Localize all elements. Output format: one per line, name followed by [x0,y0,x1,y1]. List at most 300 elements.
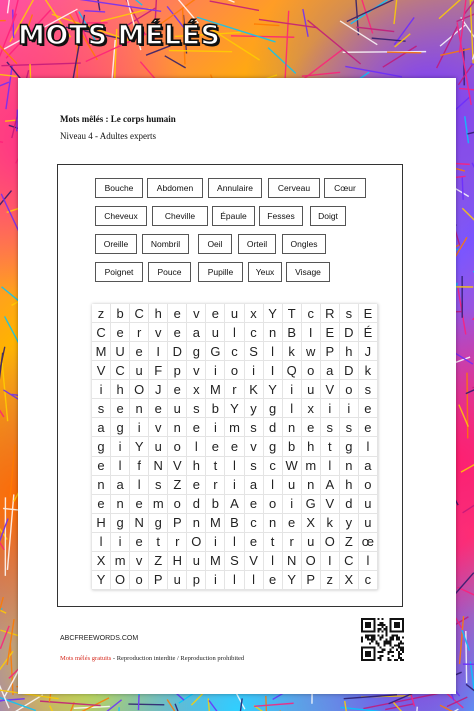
brand-title: MOTS MÉLÉS [18,20,221,51]
grid-cell: J [149,380,168,399]
grid-cell: l [264,552,283,571]
grid-cell: y [340,514,359,533]
word-oreille: Oreille [95,234,137,254]
grid-cell: e [92,457,111,476]
scribble-stroke [10,643,13,695]
grid-cell: l [130,476,149,495]
grid-cell: I [321,552,340,571]
grid-cell: I [302,323,321,342]
grid-cell: r [206,476,225,495]
grid-cell: i [111,437,130,456]
grid-cell: l [225,533,244,552]
grid-cell: C [340,552,359,571]
grid-cell: s [340,418,359,437]
grid-cell: k [321,514,340,533]
grid-cell: E [359,304,378,323]
grid-cell: F [149,361,168,380]
grid-cell: D [340,361,359,380]
grid-cell: b [283,437,302,456]
grid-cell: g [264,399,283,418]
grid-cell: M [206,552,225,571]
grid-cell: n [187,514,206,533]
grid-cell: K [245,380,264,399]
grid-cell: Z [149,552,168,571]
grid-cell: a [321,361,340,380]
grid-cell: e [245,495,264,514]
grid-cell: M [92,342,111,361]
grid-cell: t [149,533,168,552]
grid-cell: P [168,514,187,533]
scribble-stroke [394,0,401,24]
grid-cell: f [130,457,149,476]
grid-cell: O [111,571,130,590]
grid-cell: d [340,495,359,514]
grid-cell: b [206,399,225,418]
copyright-notice: - Reproduction interdite / Reproduction prohibited [111,655,245,662]
grid-cell: s [359,380,378,399]
grid-cell: E [321,323,340,342]
grid-cell: S [245,342,264,361]
grid-cell: l [245,571,264,590]
grid-cell: g [111,514,130,533]
grid-cell: l [283,399,302,418]
grid-cell: T [283,304,302,323]
word-visage: Visage [286,262,330,282]
scribble-stroke [341,707,415,711]
puzzle-title: Mots mêlés : Le corps humain [60,114,176,124]
grid-cell: u [359,514,378,533]
scribble-stroke [167,699,213,711]
grid-cell: e [168,304,187,323]
grid-cell: e [225,437,244,456]
grid-cell: G [206,342,225,361]
grid-cell: V [321,495,340,514]
scribble-stroke [467,126,474,134]
grid-cell: l [264,342,283,361]
scribble-stroke [459,88,474,95]
grid-cell: N [130,514,149,533]
grid-cell: x [245,304,264,323]
scribble-stroke [0,626,9,649]
grid-cell: U [111,342,130,361]
grid-cell: e [187,476,206,495]
grid-cell: u [206,323,225,342]
grid-cell: W [283,457,302,476]
scribble-stroke [460,616,464,664]
grid-cell: v [149,323,168,342]
grid-cell: o [225,361,244,380]
grid-cell: u [359,495,378,514]
grid-cell: y [245,399,264,418]
grid-cell: g [92,437,111,456]
grid-cell: X [92,552,111,571]
scribble-stroke [345,66,402,76]
grid-cell: c [225,342,244,361]
scribble-stroke [462,176,463,200]
grid-cell: n [264,514,283,533]
word-oeil: Oeil [198,234,232,254]
scribble-stroke [50,706,61,711]
grid-cell: o [168,437,187,456]
grid-cell: c [264,457,283,476]
grid-cell: h [340,342,359,361]
grid-cell: u [168,571,187,590]
grid-cell: J [359,342,378,361]
grid-cell: e [283,514,302,533]
grid-cell: R [321,304,340,323]
grid-cell: i [206,361,225,380]
grid-cell: X [302,514,321,533]
scribble-stroke [0,191,12,211]
worksheet-page [18,78,456,694]
grid-cell: a [187,323,206,342]
grid-cell: n [340,457,359,476]
grid-cell: É [359,323,378,342]
grid-cell: n [92,476,111,495]
grid-cell: i [206,418,225,437]
grid-cell: G [302,495,321,514]
scribble-stroke [1,63,80,66]
grid-cell: s [321,418,340,437]
grid-cell: o [264,495,283,514]
grid-cell: b [111,304,130,323]
scribble-stroke [457,587,474,608]
grid-cell: l [359,552,378,571]
grid-cell: e [206,304,225,323]
free-puzzles-link[interactable]: Mots mêlés gratuits [60,655,112,662]
letter-grid [92,304,378,590]
scribble-stroke [466,631,467,683]
scribble-stroke [285,11,289,79]
scribble-stroke [457,22,471,105]
grid-cell: m [149,495,168,514]
grid-cell: s [340,304,359,323]
grid-cell: m [225,418,244,437]
grid-cell: O [130,380,149,399]
grid-cell: I [264,361,283,380]
scribble-stroke [128,704,164,705]
grid-cell: i [111,533,130,552]
grid-cell: t [206,457,225,476]
grid-cell: u [225,304,244,323]
scribble-stroke [345,701,352,711]
word-yeux: Yeux [248,262,282,282]
grid-cell: N [149,457,168,476]
grid-cell: e [111,323,130,342]
grid-cell: n [283,418,302,437]
scribble-stroke [10,444,15,497]
grid-cell: i [321,399,340,418]
grid-cell: i [92,380,111,399]
word-cheveux: Cheveux [95,206,147,226]
grid-cell: d [264,418,283,437]
word-fesses: Fesses [259,206,303,226]
grid-cell: u [283,476,302,495]
grid-cell: a [359,457,378,476]
grid-cell: I [149,342,168,361]
word-pouce: Pouce [148,262,191,282]
difficulty-level: Niveau 4 - Adultes experts [60,131,156,141]
grid-cell: e [130,342,149,361]
grid-cell: m [302,457,321,476]
grid-cell: M [206,380,225,399]
grid-cell: M [206,514,225,533]
grid-cell: v [187,361,206,380]
grid-cell: u [187,552,206,571]
scribble-stroke [165,56,186,68]
grid-cell: g [264,437,283,456]
grid-cell: h [187,457,206,476]
grid-cell: s [245,457,264,476]
grid-cell: D [168,342,187,361]
scribble-stroke [465,116,469,143]
scribble-stroke [209,700,236,711]
word-abdomen: Abdomen [147,178,203,198]
grid-cell: x [302,399,321,418]
grid-cell: D [340,323,359,342]
scribble-stroke [372,38,406,41]
grid-cell: A [321,476,340,495]
scribble-stroke [36,698,109,711]
grid-cell: h [302,437,321,456]
scribble-stroke [447,697,467,706]
grid-cell: b [206,495,225,514]
word-poignet: Poignet [95,262,143,282]
word-pupille: Pupille [198,262,243,282]
grid-cell: p [168,361,187,380]
grid-cell: N [283,552,302,571]
scribble-stroke [84,11,105,12]
word-annulaire: Annulaire [208,178,262,198]
scribble-stroke [356,27,394,31]
grid-cell: p [187,571,206,590]
grid-cell: c [245,514,264,533]
grid-cell: g [149,514,168,533]
scribble-stroke [175,704,200,711]
grid-cell: e [130,495,149,514]
scribble-stroke [74,0,161,11]
grid-cell: i [283,380,302,399]
grid-cell: S [225,552,244,571]
grid-cell: n [111,495,130,514]
grid-cell: i [340,399,359,418]
qr-code-icon [361,618,404,661]
grid-cell: P [321,342,340,361]
grid-cell: n [130,399,149,418]
grid-cell: e [359,418,378,437]
word-orteil: Orteil [238,234,276,254]
grid-cell: h [340,476,359,495]
scribble-stroke [0,700,4,711]
scribble-stroke [461,459,474,472]
scribble-stroke [6,65,12,109]
grid-cell: u [302,533,321,552]
grid-cell: Z [168,476,187,495]
scribble-stroke [340,21,377,45]
grid-cell: B [225,514,244,533]
grid-cell: e [359,399,378,418]
grid-cell: V [168,457,187,476]
word-épaule: Épaule [212,206,255,226]
grid-cell: n [264,323,283,342]
word-bouche: Bouche [95,178,143,198]
grid-cell: o [340,380,359,399]
grid-cell: O [321,533,340,552]
grid-cell: e [149,399,168,418]
grid-cell: g [340,437,359,456]
grid-cell: c [245,323,264,342]
grid-cell: u [302,380,321,399]
word-ongles: Ongles [282,234,326,254]
grid-cell: r [130,323,149,342]
grid-cell: Z [340,533,359,552]
grid-cell: l [111,457,130,476]
grid-cell: P [149,571,168,590]
grid-cell: B [283,323,302,342]
grid-cell: x [187,380,206,399]
grid-cell: l [187,437,206,456]
grid-cell: C [111,361,130,380]
grid-cell: i [245,361,264,380]
grid-cell: o [168,495,187,514]
grid-cell: k [283,342,302,361]
grid-cell: s [187,399,206,418]
grid-cell: u [149,437,168,456]
grid-cell: l [225,457,244,476]
grid-cell: s [149,476,168,495]
grid-cell: n [302,476,321,495]
grid-cell: o [359,476,378,495]
grid-cell: g [111,418,130,437]
footer-note [60,655,244,662]
scribble-stroke [463,482,474,513]
grid-cell: l [225,323,244,342]
grid-cell: o [302,361,321,380]
grid-cell: O [302,552,321,571]
grid-cell: h [149,304,168,323]
grid-cell: l [92,533,111,552]
grid-cell: m [111,552,130,571]
grid-cell: e [302,418,321,437]
grid-cell: r [168,533,187,552]
grid-cell: œ [359,533,378,552]
scribble-stroke [383,46,417,67]
grid-cell: Y [264,304,283,323]
grid-cell: z [321,571,340,590]
grid-cell: z [92,304,111,323]
grid-cell: Y [130,437,149,456]
word-cœur: Cœur [324,178,366,198]
scribble-stroke [470,662,474,703]
scribble-stroke [0,135,3,142]
grid-cell: s [245,418,264,437]
grid-cell: r [225,380,244,399]
grid-cell: k [359,361,378,380]
grid-cell: P [302,571,321,590]
grid-cell: t [264,533,283,552]
grid-cell: u [168,399,187,418]
scribble-stroke [231,36,294,37]
grid-cell: u [130,361,149,380]
grid-cell: s [92,399,111,418]
word-cheville: Cheville [152,206,208,226]
grid-cell: A [225,495,244,514]
grid-cell: e [264,571,283,590]
grid-cell: e [206,437,225,456]
scribble-stroke [1,354,7,421]
grid-cell: l [359,437,378,456]
word-cerveau: Cerveau [268,178,320,198]
grid-cell: e [168,323,187,342]
grid-cell: H [168,552,187,571]
grid-cell: a [92,418,111,437]
grid-cell: i [206,571,225,590]
grid-cell: w [302,342,321,361]
scribble-stroke [412,707,417,711]
grid-cell: v [149,418,168,437]
grid-cell: e [168,380,187,399]
grid-cell: d [187,495,206,514]
grid-cell: g [187,342,206,361]
scribble-stroke [117,707,119,711]
grid-cell: o [130,571,149,590]
scribble-stroke [302,72,340,76]
grid-cell: i [130,418,149,437]
grid-cell: C [92,323,111,342]
scribble-stroke [467,373,468,439]
scribble-stroke [0,489,4,549]
grid-cell: l [225,571,244,590]
scribble-stroke [303,9,308,37]
grid-cell: t [321,437,340,456]
grid-cell: e [92,495,111,514]
website-label: ABCFREEWORDS.COM [60,635,139,642]
grid-cell: a [245,476,264,495]
grid-cell: v [245,437,264,456]
grid-cell: Y [264,380,283,399]
scribble-stroke [254,703,293,706]
scribble-stroke [268,48,296,74]
grid-cell: c [302,304,321,323]
grid-cell: e [130,533,149,552]
grid-cell: v [187,304,206,323]
grid-cell: e [111,399,130,418]
grid-cell: i [283,495,302,514]
grid-cell: X [340,571,359,590]
grid-cell: i [206,533,225,552]
word-doigt: Doigt [310,206,346,226]
grid-cell: V [92,361,111,380]
grid-cell: h [111,380,130,399]
scribble-stroke [437,26,458,68]
grid-cell: i [225,476,244,495]
scribble-stroke [254,24,279,26]
grid-cell: l [321,457,340,476]
grid-cell: V [245,552,264,571]
scribble-stroke [387,52,421,53]
grid-cell: e [187,418,206,437]
grid-cell: H [92,514,111,533]
word-nombril: Nombril [142,234,189,254]
grid-cell: Q [283,361,302,380]
grid-cell: r [283,533,302,552]
grid-cell: Y [283,571,302,590]
grid-cell: O [187,533,206,552]
grid-cell: n [168,418,187,437]
grid-cell: l [264,476,283,495]
scribble-stroke [462,208,474,228]
scribble-stroke [0,21,6,22]
